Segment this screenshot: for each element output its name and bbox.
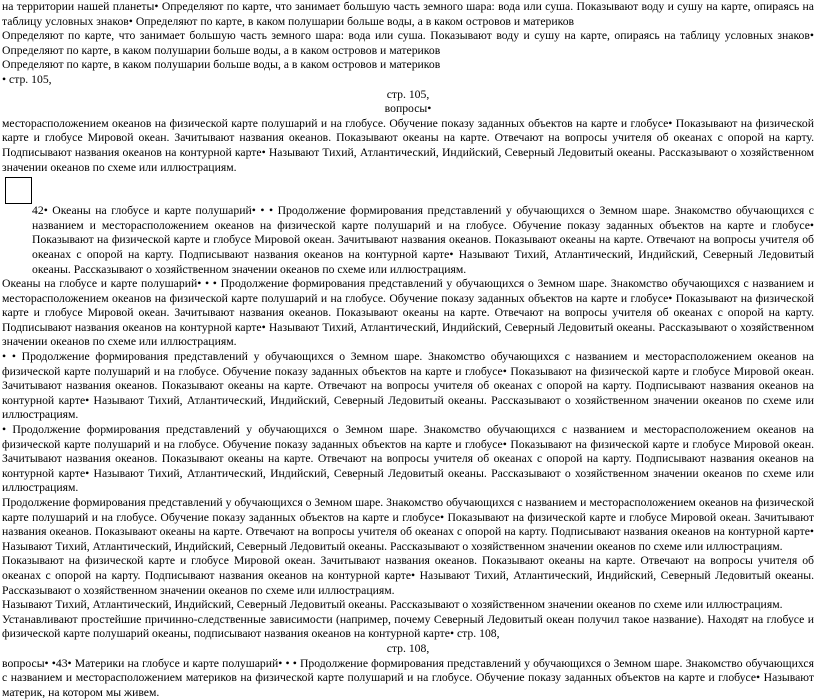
paragraph-3: Определяют по карте, в каком полушарии больше воды, а в каком островов и материков	[2, 58, 441, 72]
document-page	[2, 0, 814, 699]
paragraph-oceans-8: Устанавливают простейшие причинно-следственные зависимости (например, почему Северный Ледовитый океан получил такое название). Находят на глобусе и физической карте полушарий океаны, подписывают названия океанов на контурной карте• стр. 108,	[2, 612, 814, 641]
paragraph-1: на территории нашей планеты• Определяют по карте, что занимает большую часть земного шара: вода или суша. Показывают воду и сушу на карте, опираясь на таблицу условных знаков• Определяют по карте, в каком полушарии больше воды, а в каком островов и материков	[2, 0, 814, 28]
empty-image-box	[5, 177, 32, 204]
paragraph-oceans-4: • Продолжение формирования представлений у обучающихся о Земном шаре. Знакомство обучающихся с названием и месторасположением океанов на физической карте полушарий и на глобусе. Обучение показу заданных объектов на карте и глобусе• Показывают на физической карте и глобусе Мировой океан. Зачитывают названия океанов. Показывают океаны на карте. Отвечают на вопросы учителя об океанах с опорой на карту. Подписывают названия океанов на контурной карте• Называют Тихий, Атлантический, Индийский, Северный Ледовитый океаны. Рассказывают о хозяйственном значении океанов по схеме или иллюстрациям.	[2, 423, 814, 495]
paragraph-oceans-7: Называют Тихий, Атлантический, Индийский, Северный Ледовитый океаны. Рассказывают о хозяйственном значении океанов по схеме или иллюстрациям.	[2, 598, 783, 612]
questions-label: вопросы•	[384, 102, 432, 116]
paragraph-oceans-5: Продолжение формирования представлений у обучающихся о Земном шаре. Знакомство обучающихся с названием и месторасположением океанов на физической карте полушарий и на глобусе. Обучение показу заданных объектов на карте и глобусе• Показывают на физической карте и глобусе Мировой океан. Зачитывают названия океанов. Показывают океаны на карте. Отвечают на вопросы учителя об океанах с опорой на карту. Подписывают названия океанов на контурной карте• Называют Тихий, Атлантический, Индийский, Северный Ледовитый океаны. Рассказывают о хозяйственном значении океанов по схеме или иллюстрациям.	[2, 496, 814, 553]
paragraph-oceans-2: Океаны на глобусе и карте полушарий• • • Продолжение формирования представлений у обучающихся о Земном шаре. Знакомство обучающихся с названием и месторасположением океанов на физической карте полушарий и на глобусе. Обучение показу заданных объектов на карте и глобусе• Показывают на физической карте и глобусе Мировой океан. Зачитывают названия океанов. Показывают океаны на карте. Отвечают на вопросы учителя об океанах с опорой на карту. Подписывают названия океанов на контурной карте• Называют Тихий, Атлантический, Индийский, Северный Ледовитый океаны. Рассказывают о хозяйственном значении океанов по схеме или иллюстрациям.	[2, 277, 814, 349]
lesson-42-paragraph: 42• Океаны на глобусе и карте полушарий• • • Продолжение формирования представлений у обучающихся о Земном шаре. Знакомство обучающихся с названием и месторасположением океанов на физической карте полушарий и на глобусе. Обучение показу заданных объектов на карте и глобусе• Показывают на физической карте и глобусе Мировой океан. Зачитывают названия океанов. Показывают океаны на карте. Отвечают на вопросы учителя об океанах с опорой на карту. Подписывают названия океанов на контурной карте• Называют Тихий, Атлантический, Индийский, Северный Ледовитый океаны. Рассказывают о хозяйственном значении океанов по схеме или иллюстрациям.	[32, 204, 814, 276]
paragraph-oceans-3: • • Продолжение формирования представлений у обучающихся о Земном шаре. Знакомство обучающихся с названием и месторасположением океанов на физической карте полушарий и на глобусе. Обучение показу заданных объектов на карте и глобусе• Показывают на физической карте и глобусе Мировой океан. Зачитывают названия океанов. Показывают океаны на карте. Отвечают на вопросы учителя об океанах с опорой на карту. Подписывают названия океанов на контурной карте• Называют Тихий, Атлантический, Индийский, Северный Ледовитый океаны. Рассказывают о хозяйственном значении океанов по схеме или иллюстрациям.	[2, 350, 814, 422]
page-ref-105: стр. 105,	[386, 87, 430, 101]
paragraph-oceans-6: Показывают на физической карте и глобусе Мировой океан. Зачитывают названия океанов. Показывают океаны на карте. Отвечают на вопросы учителя об океанах с опорой на карту. Подписывают названия океанов на контурной карте• Называют Тихий, Атлантический, Индийский, Северный Ледовитый океаны. Рассказывают о хозяйственном значении океанов по схеме или иллюстрациям.	[2, 554, 814, 597]
paragraph-oceans-1: месторасположением океанов на физической карте полушарий и на глобусе. Обучение показу заданных объектов на карте и глобусе• Показывают на физической карте и глобусе Мировой океан. Зачитывают названия океанов. Показывают океаны на карте. Отвечают на вопросы учителя об океанах с опорой на карту. Подписывают названия океанов на контурной карте• Называют Тихий, Атлантический, Индийский, Северный Ледовитый океаны. Рассказывают о хозяйственном значении океанов по схеме или иллюстрациям.	[2, 116, 814, 174]
paragraph-2: Определяют по карте, что занимает большую часть земного шара: вода или суша. Показывают воду и сушу на карте, опираясь на таблицу условных знаков• Определяют по карте, в каком полушарии больше воды, а в каком островов и материков	[2, 29, 814, 57]
page-ref-108: стр. 108,	[386, 641, 430, 655]
paragraph-lesson-43: вопросы• •43• Материки на глобусе и карте полушарий• • • Продолжение формирования представлений у обучающихся о Земном шаре. Знакомство обучающихся с названием и месторасположением материков на физической карте полушарий и на глобусе. Обучение показу заданных объектов на карте и глобусе• Называют материк, на котором мы живем.	[2, 656, 814, 699]
paragraph-4: • стр. 105,	[2, 72, 52, 86]
